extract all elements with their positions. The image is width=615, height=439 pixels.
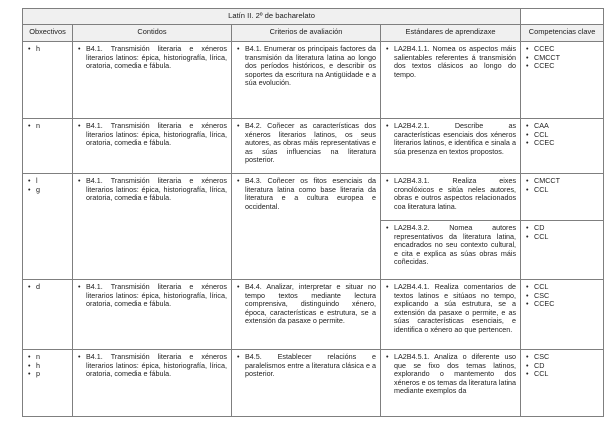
competence-item: • CCEC xyxy=(525,139,599,148)
content-item: • B4.1. Transmisión literaria e xéneros literarios latinos: épica, historiografía, lírica, oratoria, comedia e fábula. xyxy=(77,45,227,71)
content-cell xyxy=(73,350,232,417)
standard-cell xyxy=(381,119,521,174)
objective-item: • p xyxy=(27,370,68,379)
standard-item: • LA2B4.3.1. Realiza eixes cronolóxicos e sitúa neles autores, obras e outros aspectos relacionados coa literatura latina. xyxy=(385,177,516,211)
criterion-cell xyxy=(232,280,381,350)
competences-cell xyxy=(521,350,604,417)
table-row xyxy=(23,174,604,221)
competence-item: • CMCCT xyxy=(525,177,599,186)
objective-item: • l xyxy=(27,177,68,186)
criterion-cell xyxy=(232,350,381,417)
content-cell xyxy=(73,42,232,119)
objective-item: • h xyxy=(27,45,68,54)
competence-item: • CD xyxy=(525,224,599,233)
competence-item: • CSC xyxy=(525,353,599,362)
objective-item: • d xyxy=(27,283,68,292)
content-item: • B4.1. Transmisión literaria e xéneros literarios latinos: épica, historiografía, lírica, oratoria, comedia e fábula. xyxy=(77,122,227,148)
standard-cell xyxy=(381,280,521,350)
standard-item: • LA2B4.3.2. Nomea autores representativos da literatura latina, encadrados no seu contexto cultural, e cita e explica as súas obras máis coñecidas. xyxy=(385,224,516,267)
competence-item: • CD xyxy=(525,362,599,371)
standard-item: • LA2B4.4.1. Realiza comentarios de textos latinos e sitúaos no tempo, explicando a súa estrutura, se a extensión da pasaxe o permite, e as súas características esenciais, e identifica o xénero ao que pertencen. xyxy=(385,283,516,335)
objectives-cell xyxy=(23,174,73,280)
competences-cell xyxy=(521,174,604,221)
header-competences: Competencias clave xyxy=(521,25,604,42)
criterion-item: • B4.3. Coñecer os fitos esenciais da literatura latina como base literaria da literatura e a cultura europea e occidental. xyxy=(236,177,376,211)
standard-cell xyxy=(381,221,521,280)
table-row xyxy=(23,119,604,174)
objectives-cell xyxy=(23,350,73,417)
content-cell xyxy=(73,174,232,280)
competence-item: • CCL xyxy=(525,370,599,379)
criterion-cell xyxy=(232,174,381,280)
standard-item: • LA2B4.5.1. Analiza o diferente uso que se fixo dos temas latinos, explorando o mantemento dos xéneros e os temas da literatura latina mediante exemplos da xyxy=(385,353,516,396)
competences-cell xyxy=(521,119,604,174)
content-cell xyxy=(73,280,232,350)
criterion-cell xyxy=(232,119,381,174)
empty-title-cell xyxy=(521,9,604,25)
competence-item: • CCEC xyxy=(525,45,599,54)
objectives-cell xyxy=(23,280,73,350)
standard-item: • LA2B4.1.1. Nomea os aspectos máis salientables referentes á transmisión dos textos clásicos ao longo do tempo. xyxy=(385,45,516,79)
competence-item: • CCEC xyxy=(525,300,599,309)
header-criteria: Criterios de avaliación xyxy=(232,25,381,42)
standard-cell xyxy=(381,350,521,417)
table-row xyxy=(23,280,604,350)
criterion-item: • B4.2. Coñecer as características dos xéneros literarios latinos, os seus autores, as obras máis representativas e as súas influencias na literatura posterior. xyxy=(236,122,376,165)
header-row xyxy=(23,25,604,42)
table-title: Latín II. 2º de bacharelato xyxy=(23,9,521,25)
content-item: • B4.1. Transmisión literaria e xéneros literarios latinos: épica, historiografía, lírica, oratoria, comedia e fábula. xyxy=(77,283,227,309)
content-item: • B4.1. Transmisión literaria e xéneros literarios latinos: épica, historiografía, lírica, oratoria, comedia e fábula. xyxy=(77,353,227,379)
competences-cell xyxy=(521,221,604,280)
curriculum-table xyxy=(22,8,604,417)
standard-cell xyxy=(381,42,521,119)
standard-cell xyxy=(381,174,521,221)
competence-item: • CMCCT xyxy=(525,54,599,63)
table-row xyxy=(23,350,604,417)
table-title-row xyxy=(23,9,604,25)
competence-item: • CCL xyxy=(525,131,599,140)
competence-item: • CSC xyxy=(525,292,599,301)
table-row xyxy=(23,42,604,119)
standard-item: • LA2B4.2.1. Describe as características esenciais dos xéneros literarios latinos, e identifica e sinala a súa presenza en textos propostos. xyxy=(385,122,516,156)
competence-item: • CCL xyxy=(525,283,599,292)
competences-cell xyxy=(521,280,604,350)
objectives-cell xyxy=(23,42,73,119)
content-item: • B4.1. Transmisión literaria e xéneros literarios latinos: épica, historiografía, lírica, oratoria, comedia e fábula. xyxy=(77,177,227,203)
competences-cell xyxy=(521,42,604,119)
criterion-item: • B4.5. Establecer relacións e paralelismos entre a literatura clásica e a posterior. xyxy=(236,353,376,379)
competence-item: • CCL xyxy=(525,186,599,195)
competence-item: • CCL xyxy=(525,233,599,242)
objectives-cell xyxy=(23,119,73,174)
competence-item: • CCEC xyxy=(525,62,599,71)
header-objectives: Obxectivos xyxy=(23,25,73,42)
header-standards: Estándares de aprendizaxe xyxy=(381,25,521,42)
criterion-item: • B4.1. Enumerar os principais factores da transmisión da literatura latina ao longo dos períodos históricos, e describir os soportes da escritura na Antigüidade e a súa evolución. xyxy=(236,45,376,88)
competence-item: • CAA xyxy=(525,122,599,131)
objective-item: • n xyxy=(27,353,68,362)
objective-item: • g xyxy=(27,186,68,195)
document-page xyxy=(22,8,603,417)
objective-item: • n xyxy=(27,122,68,131)
content-cell xyxy=(73,119,232,174)
header-contents: Contidos xyxy=(73,25,232,42)
criterion-cell xyxy=(232,42,381,119)
objective-item: • h xyxy=(27,362,68,371)
criterion-item: • B4.4. Analizar, interpretar e situar no tempo textos mediante lectura comprensiva, distinguindo xénero, época, características e estrutura, se a extensión da pasaxe o permite. xyxy=(236,283,376,326)
